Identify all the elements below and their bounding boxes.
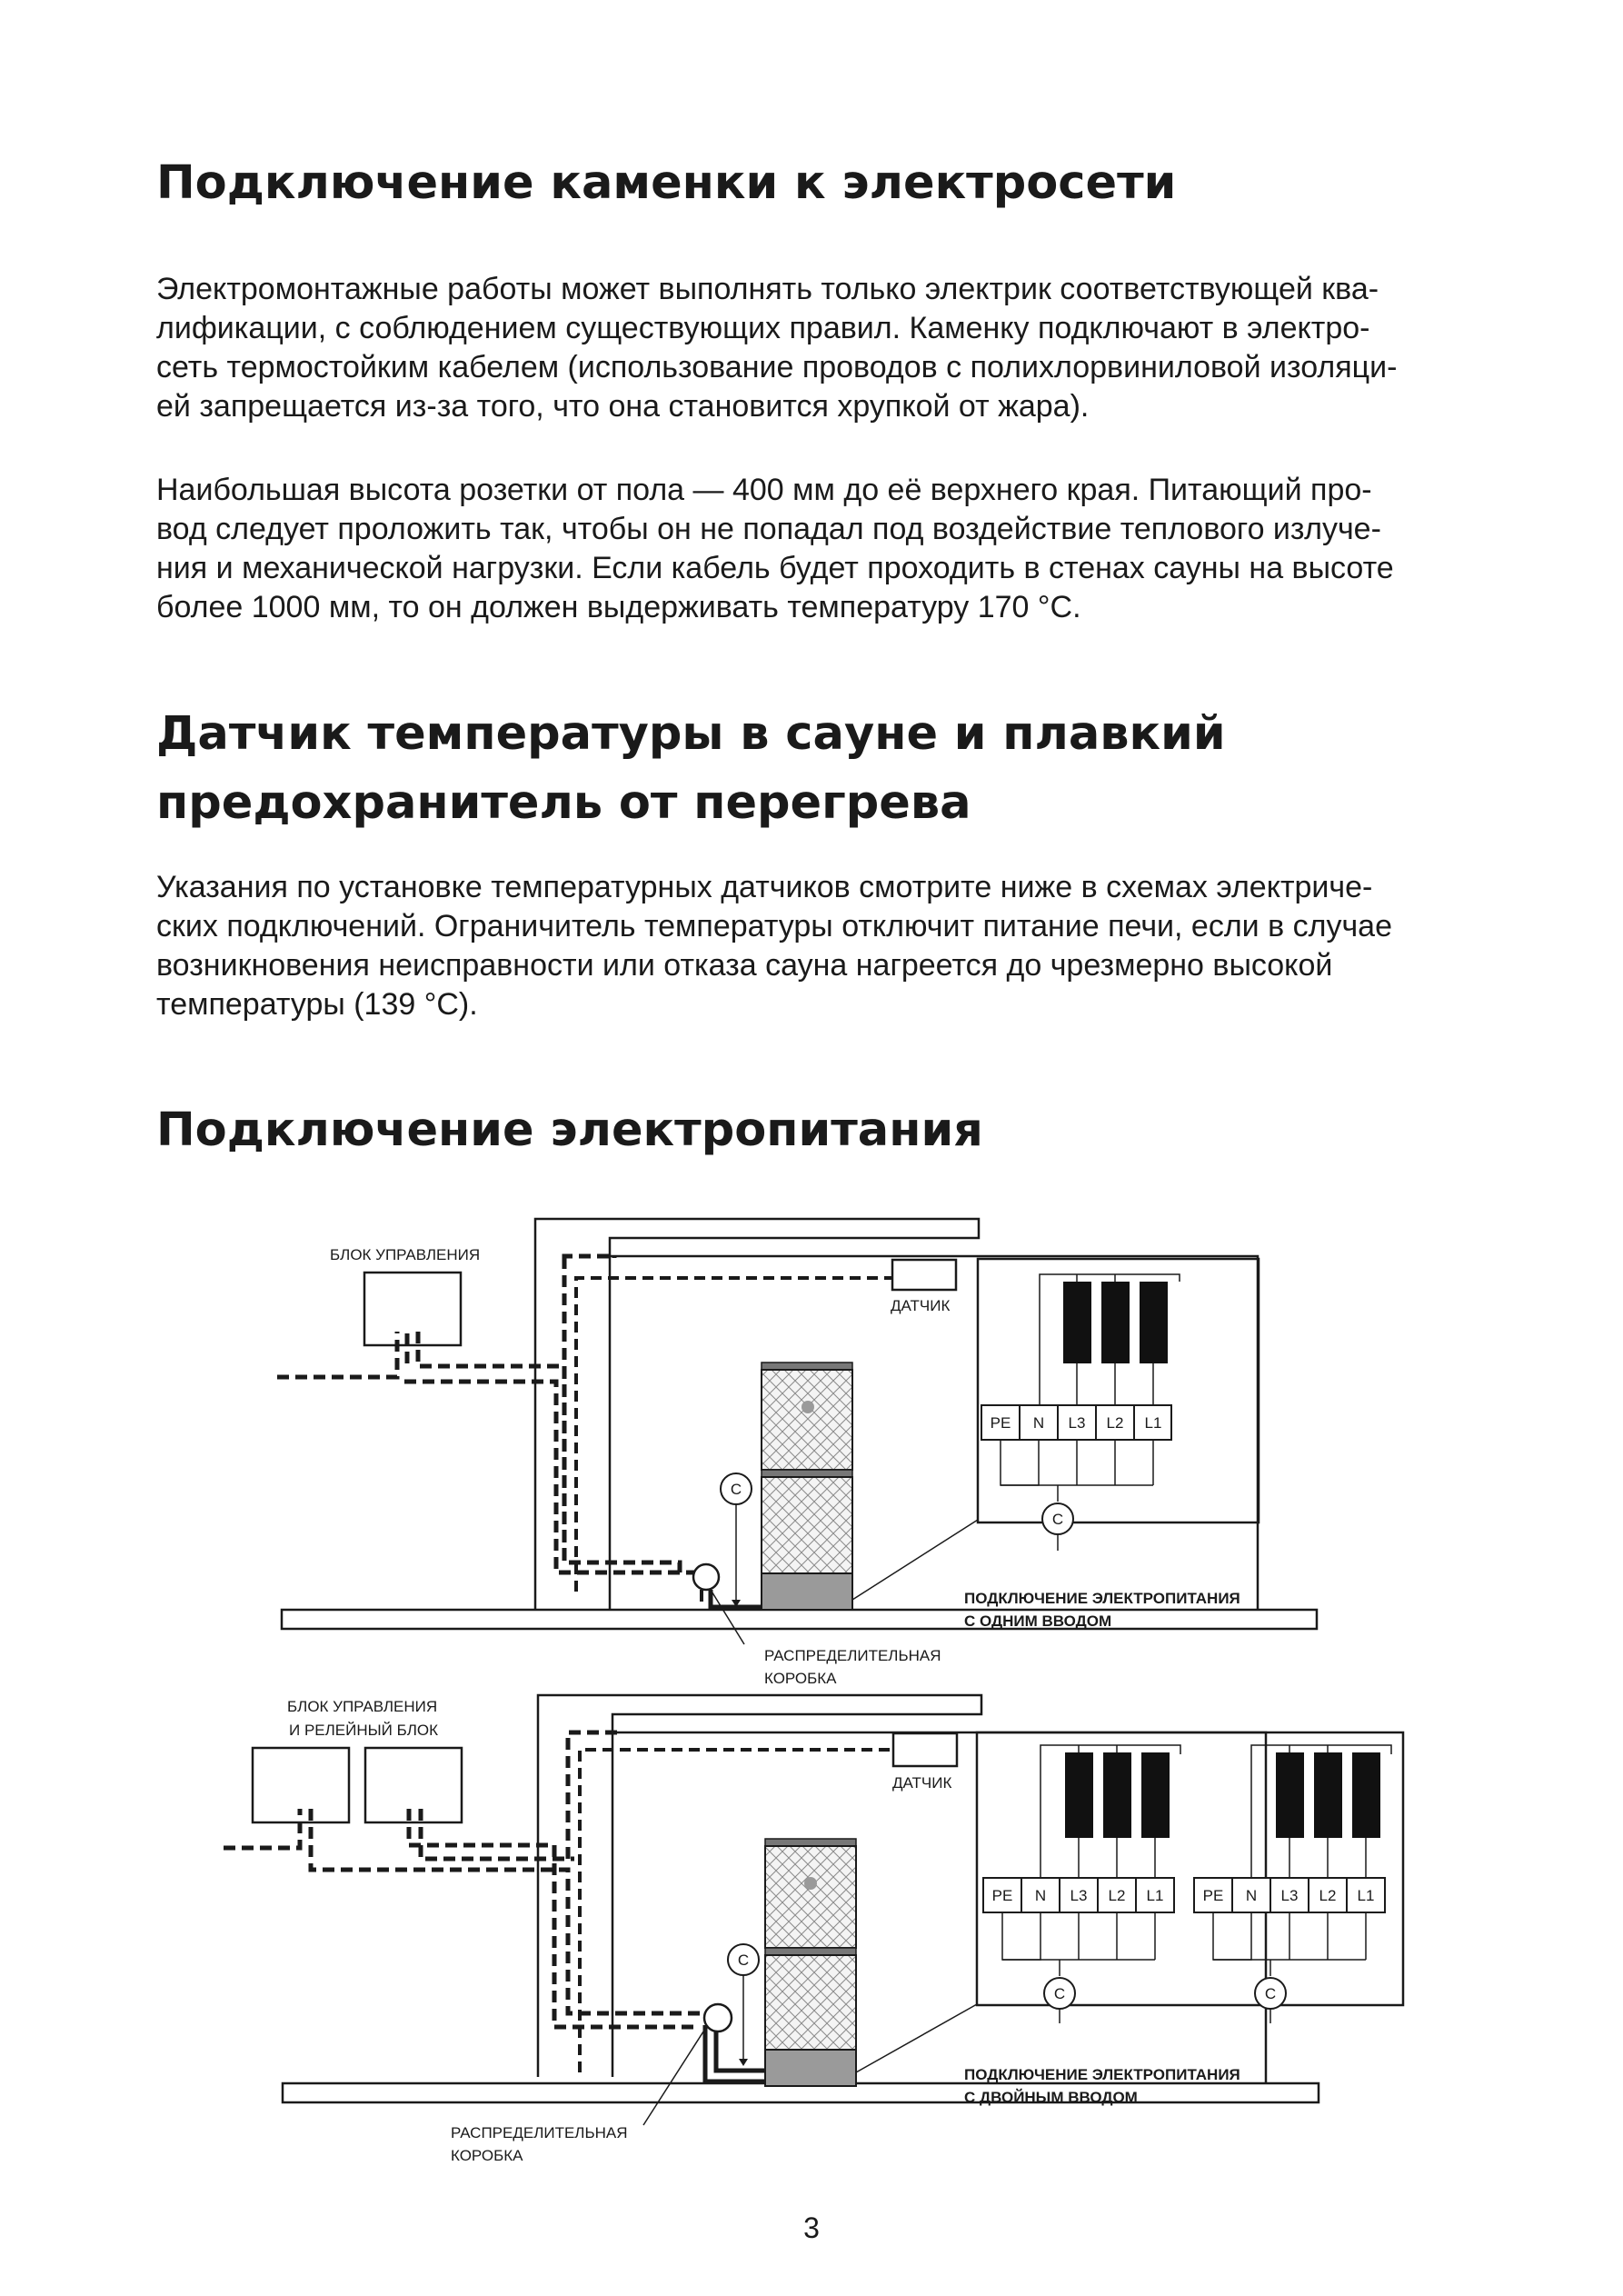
terminal-c-label: C [1264,1985,1277,2002]
terminal-pe: PE [990,1414,1011,1432]
text-line: вод следует проложить так, чтобы он не попадал под воздействие теплового излуче- [156,512,1381,546]
control-unit-box [364,1273,461,1345]
terminal-l3: L3 [1070,1887,1088,1904]
terminal-l3: L3 [1280,1887,1299,1904]
diagram-single-input [277,1219,1317,1687]
caption-single-input: ПОДКЛЮЧЕНИЕ ЭЛЕКТРОПИТАНИЯ [964,1590,1240,1607]
junction-box [704,2004,732,2031]
diagram-double-input [224,1695,1403,2164]
terminal-block-right [1194,1745,1391,2023]
label-control-unit: БЛОК УПРАВЛЕНИЯ [287,1698,438,1715]
terminal-n: N [1032,1414,1045,1432]
label-sensor: ДАТЧИК [892,1774,952,1792]
label-junction-box: КОРОБКА [764,1670,837,1687]
relay-unit-box [365,1748,462,1822]
heading-line: предохранитель от перегрева [156,776,971,830]
junction-box [693,1564,719,1590]
label-control-unit: БЛОК УПРАВЛЕНИЯ [330,1246,481,1263]
caption-double-input: ПОДКЛЮЧЕНИЕ ЭЛЕКТРОПИТАНИЯ [964,2066,1240,2083]
terminal-l1: L1 [1144,1414,1162,1432]
text-line: ских подключений. Ограничитель температуры отключит питание печи, если в случае [156,909,1392,943]
terminal-l3: L3 [1068,1414,1086,1432]
dashed-control-cables [277,1256,695,1577]
terminal-n: N [1034,1887,1047,1904]
thermostat-label: C [730,1481,742,1498]
text-line: Наибольшая высота розетки от пола — 400 мм до её верхнего края. Питающий про- [156,473,1372,507]
text-line: ния и механической нагрузки. Если кабель будет проходить в стенах сауны на высоте [156,551,1394,585]
heading-line: Датчик температуры в сауне и плавкий [156,707,1226,761]
sensor-box [893,1733,957,1766]
terminal-l2: L2 [1106,1414,1124,1432]
heading-heater-connection: Подключение каменки к электросети [156,156,1177,210]
text-line: Указания по установке температурных датчиков смотрите ниже в схемах электриче- [156,870,1373,904]
terminal-c-label: C [1051,1511,1064,1528]
text-line: лификации, с соблюдением существующих правил. Каменку подключают в электро- [156,311,1370,345]
thermostat-label: C [737,1952,750,1969]
terminal-pe: PE [1202,1887,1224,1904]
label-sensor: ДАТЧИК [891,1297,951,1314]
heater [762,1363,852,1610]
terminal-block [981,1274,1180,1551]
terminal-block-left [983,1745,1180,2023]
label-junction-box: КОРОБКА [451,2147,523,2164]
label-control-unit: И РЕЛЕЙНЫЙ БЛОК [289,1722,439,1739]
caption-double-input: С ДВОЙНЫМ ВВОДОМ [964,2089,1138,2106]
page-number: 3 [803,2211,820,2244]
text-line: возникновения неисправности или отказа сауна нагреется до чрезмерно высокой [156,948,1333,983]
power-cable [716,2031,765,2071]
caption-single-input: С ОДНИМ ВВОДОМ [964,1612,1112,1630]
text-line: температуры (139 °С). [156,987,478,1022]
terminal-pe: PE [991,1887,1013,1904]
label-junction-box: РАСПРЕДЕЛИТЕЛЬНАЯ [764,1647,941,1664]
text-line: ей запрещается из-за того, что она становится хрупкой от жара). [156,389,1090,424]
terminal-l1: L1 [1146,1887,1164,1904]
terminal-l2: L2 [1108,1887,1126,1904]
sensor-box [892,1260,956,1290]
terminal-l1: L1 [1357,1887,1375,1904]
terminal-c-label: C [1053,1985,1066,2002]
text-line: Электромонтажные работы может выполнять только электрик соответствующей ква- [156,272,1379,306]
heater [765,1839,856,2086]
terminal-n: N [1245,1887,1258,1904]
text-line: сеть термостойким кабелем (использование проводов с полихлорвиниловой изоляци- [156,350,1398,384]
terminal-l2: L2 [1319,1887,1337,1904]
heading-power-connection: Подключение электропитания [156,1103,983,1157]
label-junction-box: РАСПРЕДЕЛИТЕЛЬНАЯ [451,2124,628,2141]
text-line: более 1000 мм, то он должен выдерживать температуру 170 °С. [156,590,1081,624]
